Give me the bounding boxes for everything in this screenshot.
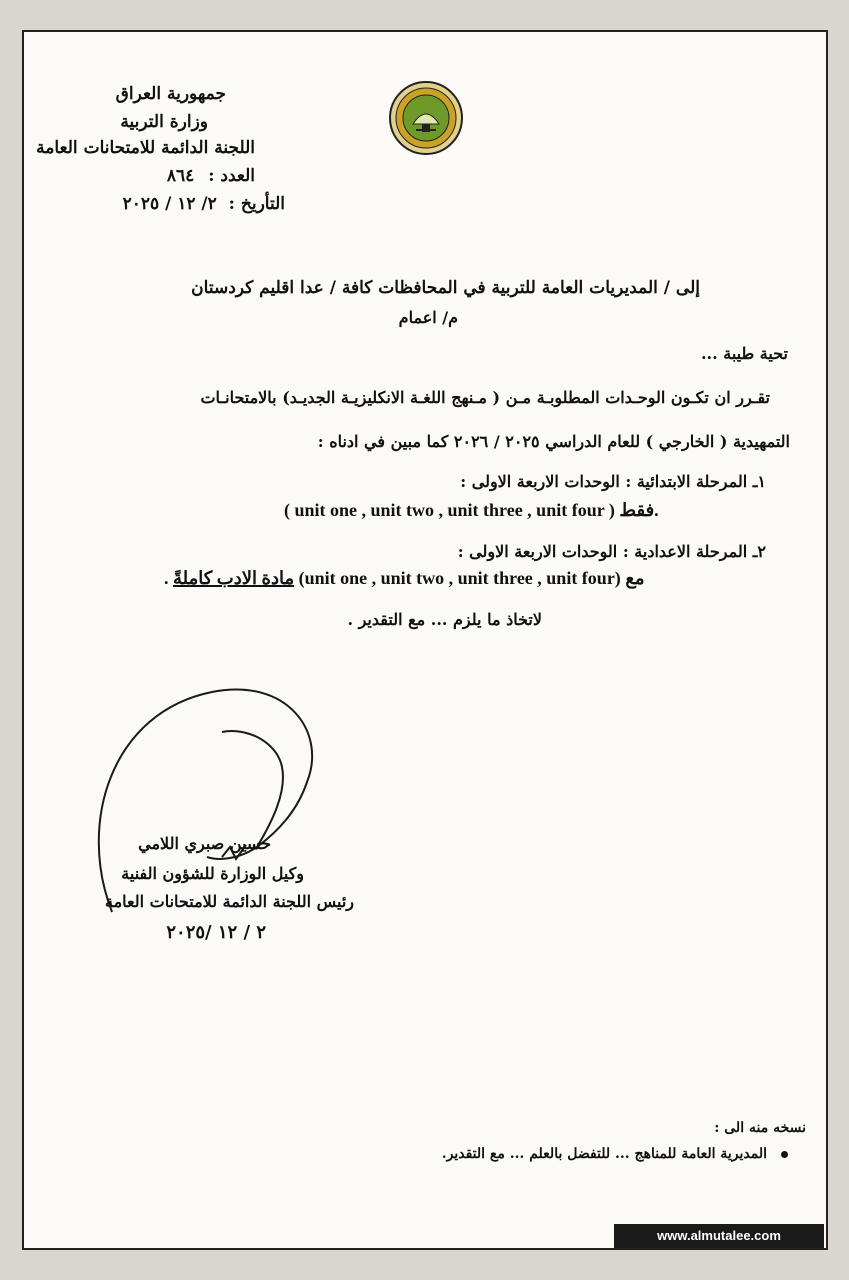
ministry-seal-icon [388, 80, 464, 156]
signature-date: ٢ / ١٢ /٢٠٢٥ [166, 922, 266, 943]
header-country: جمهورية العراق [115, 84, 226, 104]
item-2-literature: مادة الادب كاملةً [173, 568, 295, 588]
recipient-line: إلى / المديريات العامة للتربية في المحافظات كافة / عدا اقليم كردستان [191, 278, 700, 298]
date-value: ٢/ ١٢ / ٢٠٢٥ [122, 194, 217, 214]
closing-line: لاتخاذ ما يلزم ... مع التقدير . [347, 610, 542, 629]
item-2-units [164, 568, 645, 589]
item-1-units: ( unit one , unit two , unit three , unit four ) فقط. [284, 500, 659, 520]
copies-item [442, 1146, 788, 1162]
intro-line-2: التمهيدية ( الخارجي ) للعام الدراسي ٢٠٢٥ / ٢٠٢٦ كما مبين في ادناه : [317, 432, 790, 451]
number-value: ٨٦٤ [166, 166, 195, 186]
signatory-title-1: وكيل الوزارة للشؤون الفنية [121, 864, 304, 883]
date-label: التأريخ : [228, 194, 285, 214]
number-label: العدد : [208, 166, 255, 186]
subject-line: م/ اعمام [398, 308, 458, 327]
signatory-title-2: رئيس اللجنة الدائمة للامتحانات العامة [105, 892, 354, 911]
document-page [22, 30, 828, 1250]
header-committee: اللجنة الدائمة للامتحانات العامة [36, 138, 255, 158]
header-ministry: وزارة التربية [120, 112, 208, 132]
greeting: تحية طيبة ... [700, 344, 788, 363]
header-number [167, 166, 255, 186]
header-date [123, 194, 285, 214]
item-1-title: ١ـ المرحلة الابتدائية : الوحدات الاربعة الاولى : [460, 472, 766, 491]
item-2-title: ٢ـ المرحلة الاعدادية : الوحدات الاربعة الاولى : [457, 542, 766, 561]
signatory-name: حسين صبري اللامي [138, 834, 271, 853]
bullet-icon [781, 1151, 788, 1158]
item-2-units-text: (unit one , unit two , unit three , unit four) مع [298, 568, 645, 588]
copies-heading: نسخه منه الى : [714, 1120, 806, 1136]
copies-item-text: المديرية العامة للمناهج ... للتفضل بالعلم ... مع التقدير. [441, 1146, 767, 1162]
website-watermark: www.almutalee.com [614, 1224, 824, 1248]
intro-line-1: تقـرر ان تكـون الوحـدات المطلوبـة مـن ( مـنهج اللغـة الانكليزيـة الجديـد) بالامتحانـات [200, 388, 770, 407]
handwritten-signature [72, 672, 332, 922]
item-2-end: . [164, 568, 169, 588]
